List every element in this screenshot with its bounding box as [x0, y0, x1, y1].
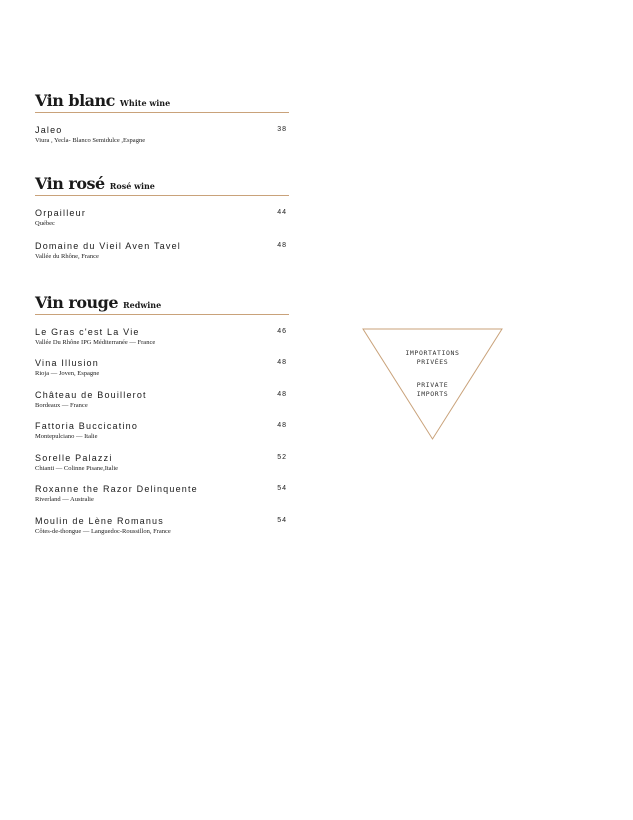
- wine-item: [35, 327, 289, 351]
- wine-origin: Côtes-de-thongue — Languedoc-Roussillon, France: [35, 528, 171, 535]
- wine-item: [35, 358, 289, 382]
- badge-line-private: PRIVATE: [416, 381, 449, 389]
- wine-price: 48: [277, 242, 287, 249]
- section-rose-wine: [35, 174, 289, 260]
- section-white-wine: [35, 91, 289, 144]
- section-title: Vin blanc: [35, 91, 115, 110]
- wine-item: [35, 453, 289, 477]
- wine-name: Roxanne the Razor Delinquente: [35, 484, 198, 494]
- wine-name: Moulin de Lène Romanus: [35, 516, 164, 526]
- section-subtitle: White wine: [119, 98, 171, 108]
- wine-price: 48: [277, 422, 287, 429]
- section-title: Vin rouge: [35, 293, 119, 312]
- section-title: Vin rosé: [35, 174, 105, 193]
- wine-name: Vina Illusion: [35, 358, 99, 368]
- wine-origin: Vallée du Rhône, France: [35, 253, 99, 260]
- wine-name: Sorelle Palazzi: [35, 453, 113, 463]
- badge-line-importations: IMPORTATIONS: [405, 349, 460, 357]
- section-red-wine: [35, 293, 289, 535]
- wine-item: [35, 208, 289, 232]
- wine-origin: Québec: [35, 220, 55, 227]
- section-subtitle: Redwine: [123, 300, 162, 310]
- wine-origin: Viura , Yecla- Blanco Semidulce ,Espagne: [35, 137, 146, 144]
- wine-origin: Rioja — Joven, Espagne: [35, 370, 100, 377]
- wine-price: 46: [277, 328, 287, 335]
- wine-name: Château de Bouillerot: [35, 390, 147, 400]
- section-header: [35, 294, 289, 315]
- wine-item: [35, 484, 289, 508]
- wine-origin: Vallée Du Rhône IPG Méditerranée — France: [35, 339, 156, 346]
- wine-price: 54: [277, 517, 287, 524]
- section-subtitle: Rosé wine: [109, 181, 155, 191]
- badge-line-privees: PRIVÉES: [416, 358, 449, 366]
- wine-item: [35, 241, 289, 265]
- wine-name: Orpailleur: [35, 208, 87, 218]
- wine-price: 54: [277, 485, 287, 492]
- wine-origin: Bordeaux — France: [35, 402, 88, 409]
- wine-item: [35, 516, 289, 540]
- private-imports-badge: [361, 327, 504, 441]
- wine-item: [35, 125, 289, 149]
- wine-origin: Chianti — Colinne Pisane,Italie: [35, 465, 119, 472]
- wine-origin: Montepulciano — Italie: [35, 433, 98, 440]
- badge-line-imports: IMPORTS: [416, 390, 449, 398]
- wine-name: Domaine du Vieil Aven Tavel: [35, 241, 181, 251]
- section-header: [35, 92, 289, 113]
- wine-price: 48: [277, 359, 287, 366]
- wine-price: 44: [277, 209, 287, 216]
- wine-item: [35, 421, 289, 445]
- wine-item: [35, 390, 289, 414]
- wine-price: 52: [277, 454, 287, 461]
- wine-price: 48: [277, 391, 287, 398]
- wine-name: Fattoria Buccicatino: [35, 421, 139, 431]
- wine-origin: Riverland — Australie: [35, 496, 94, 503]
- wine-price: 38: [277, 126, 287, 133]
- wine-name: Jaleo: [35, 125, 63, 135]
- section-header: [35, 175, 289, 196]
- wine-name: Le Gras c'est La Vie: [35, 327, 140, 337]
